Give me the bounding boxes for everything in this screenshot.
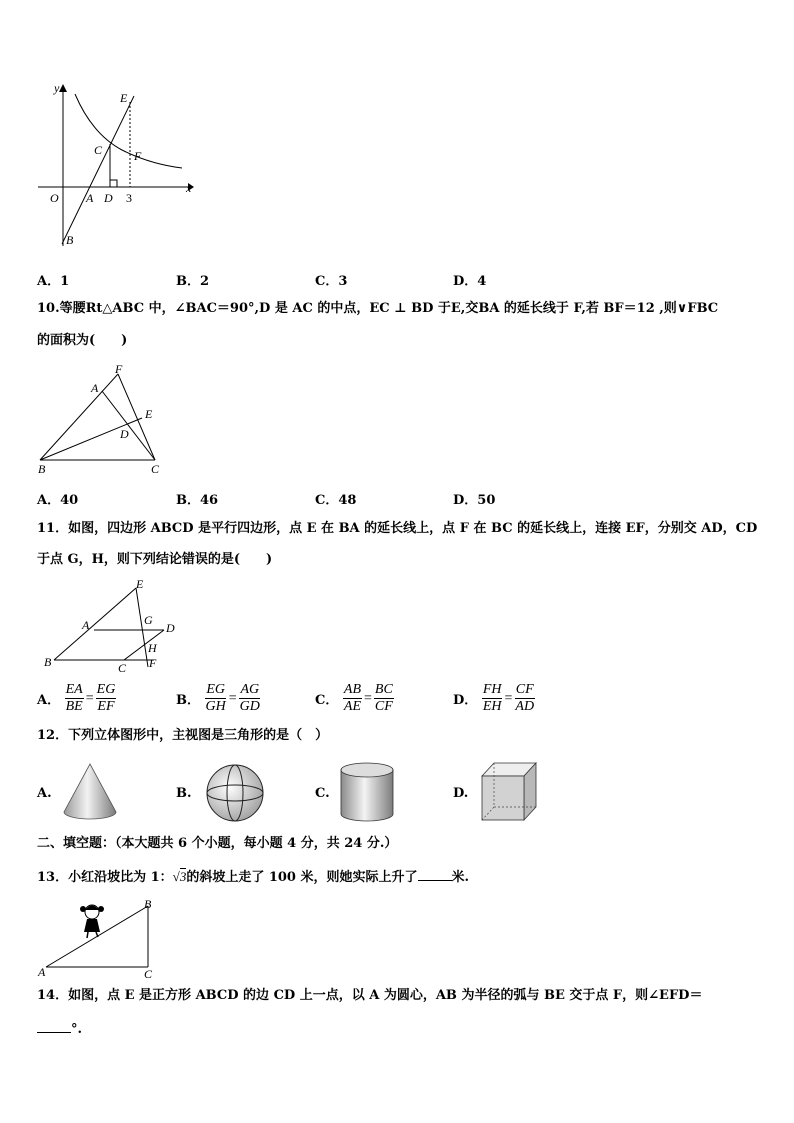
q12-option-a: A. [37, 786, 52, 801]
sqrt-symbol: √ [172, 869, 180, 884]
fraction: $\frac{EG}{EF}$ [96, 682, 116, 714]
q13-figure [36, 896, 166, 980]
fraction: $\frac{AG}{GD}$ [239, 682, 260, 714]
fraction: $\frac{AB}{AE}$ [343, 682, 361, 714]
fraction: $\frac{EA}{BE}$ [65, 682, 83, 714]
label-f: F [149, 656, 157, 670]
option-letter: A． [37, 693, 61, 708]
answer-blank[interactable] [418, 868, 452, 881]
label-e: E [120, 91, 128, 105]
cone-icon [60, 760, 120, 822]
label-d: D [166, 621, 175, 635]
fraction: $\frac{EG}{GH}$ [205, 682, 226, 714]
girl-icon [80, 905, 104, 938]
label-h: H [148, 641, 157, 655]
option-letter: B． [176, 693, 200, 708]
hyperbola-curve [75, 94, 182, 168]
label-a: A [38, 965, 46, 979]
q9-option-c: C．3 [315, 274, 348, 289]
q14-stem-line1: 14．如图，点 E 是正方形 ABCD 的边 CD 上一点，以 A 为圆心，AB 为半径的弧与 BE 交于点 F，则∠EFD＝ [37, 988, 703, 1003]
segment-ac [102, 391, 155, 460]
q10-figure [30, 360, 180, 480]
q14-stem-line2: °. [37, 1020, 82, 1039]
y-axis-arrow [59, 84, 67, 92]
label-c: C [151, 462, 160, 476]
cylinder-icon [338, 760, 396, 824]
label-b: B [38, 462, 46, 476]
cube-icon [478, 760, 540, 822]
q12-option-c: C. [315, 786, 330, 801]
option-letter: D． [453, 693, 478, 708]
q12-option-b: B. [176, 786, 192, 801]
q11-option-d: D． $\frac{FH}{EH}$ = $\frac{CF}{AD}$ [453, 682, 535, 714]
q9-option-b: B．2 [176, 274, 210, 289]
segment-be [54, 588, 136, 660]
q10-stem-line2: 的面积为( ) [37, 333, 128, 348]
segment-bf [40, 374, 118, 460]
q10-option-b: B．46 [176, 493, 219, 508]
q11-stem-line1: 11．如图，四边形 ABCD 是平行四边形，点 E 在 BA 的延长线上，点 F 在 BC 的延长线上，连接 EF，分别交 AD，CD [37, 521, 758, 536]
q9-option-a: A．1 [37, 274, 70, 289]
q10-option-c: C．48 [315, 493, 357, 508]
label-3: 3 [126, 191, 132, 205]
q9-figure [30, 78, 200, 250]
option-letter: C． [315, 693, 339, 708]
label-b: B [144, 897, 152, 911]
q12-stem: 12．下列立体图形中，主视图是三角形的是（ ） [37, 728, 329, 743]
q12-option-d: D. [453, 786, 469, 801]
label-b: B [66, 233, 74, 247]
label-a: A [82, 618, 90, 632]
sphere-icon [204, 762, 266, 824]
label-b: B [44, 655, 52, 669]
label-d: D [104, 191, 113, 205]
answer-blank[interactable] [37, 1020, 71, 1033]
q9-option-d: D．4 [453, 274, 487, 289]
label-c: C [94, 143, 103, 157]
fraction: $\frac{CF}{AD}$ [515, 682, 535, 714]
q10-option-d: D．50 [453, 493, 496, 508]
q11-option-c: C． $\frac{AB}{AE}$ = $\frac{BC}{CF}$ [315, 682, 393, 714]
fraction: $\frac{FH}{EH}$ [482, 682, 502, 714]
q11-option-b: B． $\frac{EG}{GH}$ = $\frac{AG}{GD}$ [176, 682, 260, 714]
label-e: E [145, 407, 153, 421]
q11-option-a: A． $\frac{EA}{BE}$ = $\frac{EG}{EF}$ [37, 682, 116, 714]
label-c: C [144, 967, 153, 980]
q10-stem-line1: 10.等腰Rt△ABC 中，∠BAC＝90°,D 是 AC 的中点，EC ⊥ BD 于E,交BA 的延长线于 F,若 BF＝12 ,则∨FBC [37, 301, 719, 316]
segment-ef [136, 588, 148, 667]
section-heading: 二、填空题：（本大题共 6 个小题，每小题 4 分，共 24 分.） [37, 836, 398, 851]
label-g: G [144, 613, 153, 627]
label-d: D [120, 427, 129, 441]
q11-figure [36, 574, 186, 674]
sqrt-radicand: 3 [179, 869, 187, 884]
label-y: y [54, 81, 60, 95]
q10-option-a: A．40 [37, 493, 79, 508]
fraction: $\frac{BC}{CF}$ [374, 682, 393, 714]
line-ab [62, 96, 134, 244]
label-a: A [86, 191, 94, 205]
label-x: x [186, 181, 192, 195]
label-f: F [134, 149, 142, 163]
right-angle-mark [110, 180, 117, 187]
q13-stem: 13．小红沿坡比为 1：√3的斜坡上走了 100 米，则她实际上升了 米. [37, 869, 470, 885]
label-f: F [115, 362, 123, 376]
label-c: C [118, 661, 127, 674]
label-o: O [50, 191, 59, 205]
segment-cd [124, 630, 164, 660]
label-e: E [136, 577, 144, 591]
label-a: A [91, 381, 99, 395]
q11-stem-line2: 于点 G，H，则下列结论错误的是( ) [37, 552, 273, 567]
